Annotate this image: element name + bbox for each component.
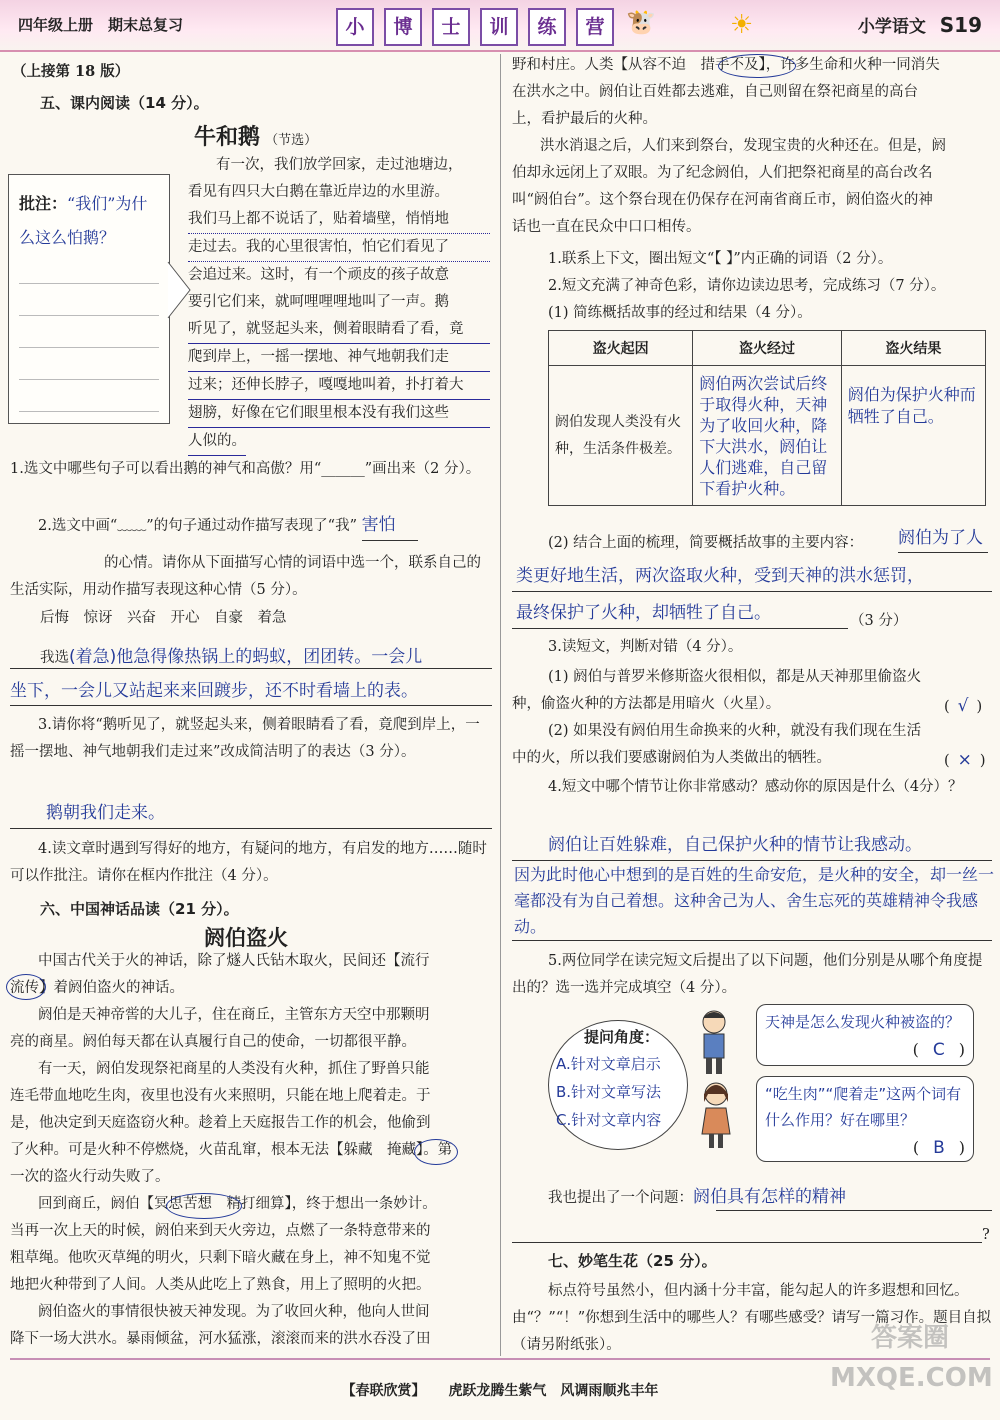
answer-2-text-1[interactable]: 他急得像热锅上的蚂蚁，团团转。一会儿: [116, 647, 423, 667]
table-cell-process[interactable]: 阏伯两次尝试后终于取得火种，天神为了收回火种，降下大洪水，阏伯让人们逃难，自己留下看护火种。: [693, 366, 842, 506]
answer-r2-2-part2[interactable]: 类更好地生活，两次盗取火种，受到天神的洪水惩罚，: [516, 566, 924, 586]
bubble-1-answer[interactable]: C: [932, 1040, 945, 1060]
question-2: 2.选文中画“﹏﹏”的句子通过动作描写表现了“我” 害怕: [10, 510, 492, 541]
student-girl-icon: [696, 1078, 736, 1150]
judge-2-answer[interactable]: ×: [957, 750, 972, 770]
annotation-box[interactable]: [8, 174, 170, 424]
footer-label: 【春联欣赏】: [341, 1383, 426, 1399]
right-question-1: 1.联系上下文，圈出短文“【 】”内正确的词语（2 分）。: [548, 251, 893, 267]
right-question-3: 3.读短文，判断对错（4 分）。: [548, 639, 743, 655]
story1-title: 牛和鹅: [194, 124, 261, 150]
right-question-3-1: (1) 阏伯与普罗米修斯盗火很相似，都是从天神那里偷盗火种，偷盗火种的方法都是用暗火（火星）。: [512, 669, 922, 712]
angle-option: B.针对文章写法: [556, 1083, 662, 1101]
question-4: 4.读文章时遇到写得好的地方，有疑问的地方，有启发的地方……随时可以作批注。请你在框内作批注（4 分）。: [10, 841, 487, 884]
cow-icon: 🐮: [626, 8, 656, 36]
table-cell-result[interactable]: 阏伯为保护火种而牺牲了自己。: [841, 366, 985, 506]
column-divider: [500, 54, 501, 1356]
question-bubble-1: [756, 1004, 974, 1066]
passage-line: 我们马上都不说话了，贴着墙壁，悄悄地: [188, 206, 490, 234]
page-number: S19: [939, 13, 982, 37]
question-3: 3.请你将“鹅听见了，就竖起头来，侧着眼睛看了看，竟爬到岸上，一摇一摆地、神气地朝我们走过来”改成简洁明了的表达（3 分）。: [10, 717, 480, 760]
bubble-2-answer[interactable]: B: [933, 1138, 945, 1158]
my-question-line: 我也提出了一个问题：阏伯具有怎样的精神: [548, 1187, 846, 1207]
right-question-2: 2.短文充满了神奇色彩，请你边读边思考，完成练习（7 分）。: [548, 278, 946, 294]
judge-2: ( × ): [944, 750, 986, 770]
answer-r2-2-part3[interactable]: 最终保护了火种，却牺牲了自己。: [516, 603, 771, 623]
answer-3[interactable]: 鹅朝我们走来。: [46, 803, 165, 823]
circle-mark: [414, 1139, 458, 1165]
passage-line: 要引它们来，就呵哩哩哩地叫了一声。鹅: [188, 294, 449, 310]
angle-title: 提问角度：: [584, 1028, 660, 1046]
table-header: 盗火起因: [549, 331, 693, 366]
passage-line: 听见了，就竖起头来，侧着眼睛看了看，竟: [188, 316, 490, 344]
story1-heading: [194, 120, 317, 151]
section-6-title: 六、中国神话品读（21 分）。: [40, 900, 239, 918]
answer-r4-2[interactable]: 因为此时他心中想到的是百姓的生命安危，是火种的安全，却一丝一毫都没有为自己着想。这种舍己为人、舍生忘死的英雄精神令我感动。: [514, 865, 995, 936]
annotation-text: “我们”为什么这么怕鹅？: [19, 194, 148, 247]
watermark: 答案圈 MXQE.COM: [830, 1323, 993, 1393]
feeling-words: 后悔 惊讶 兴奋 开心 自豪 着急: [40, 610, 287, 626]
right-question-5: 5.两位同学在读完短文后提出了以下问题，他们分别是从哪个角度提出的？选一选并完成填空（4 分）。: [512, 953, 983, 996]
angle-list: [556, 1050, 661, 1134]
my-question-answer[interactable]: 阏伯具有怎样的精神: [693, 1187, 846, 1207]
question-bubble-2: [756, 1076, 974, 1162]
passage-line: 人似的。: [188, 428, 246, 456]
story1-subtitle: （节选）: [265, 133, 318, 148]
passage-2: 中国古代关于火的神话，除了燧人氏钻木取火，民间还【流行 流传】着阏伯盗火的神话。 阏伯是天神帝喾的大儿子，住在商丘，主管东方天空中那颗明 亮的商星。阏伯每天都在认真履行自己的使命，一切都很平静。 有一天，阏伯发现祭祀商星的人类没有火种，抓住了野兽只能 连毛带血地吃生肉，夜里也没有火来照明，只能在地上爬着走。于 是，他决定到天庭盗窃火种。趁着上天庭报告工作的机会，他偷到 了火种。可是火种不停燃烧，火苗乱窜，根本无法【躲藏 掩藏】。第 一次的盗火行动失败了。 回到商丘，阏伯【冥思苦想 精打细算】，终于想出一条妙计。 当再一次上天的时候，阏伯来到天火旁边，点燃了一条特意带来的 粗草绳。他吹灭草绳的明火，只剩下暗火藏在身上，神不知鬼不觉 地把火种带到了人间。人类从此吃上了熟食，用上了照明的火把。 阏伯盗火的事情很快被天神发现。为了收回火种，他向人世间 降下一场大洪水。暴雨倾盆，河水猛涨，滚滚而来的洪水吞没了田: [10, 953, 453, 1347]
subject-page: [858, 12, 982, 37]
brand-char: 士: [432, 8, 470, 46]
answer-2-text-2[interactable]: 坐下，一会儿又站起来来回踱步，还不时看墙上的表。: [10, 681, 418, 701]
angle-option: A.针对文章启示: [556, 1055, 661, 1073]
passage-line: 过来；还伸长脖子，嘎嘎地叫着，扑打着大: [188, 372, 490, 400]
answer-2-choice[interactable]: 着急: [75, 647, 110, 667]
question-2-cont: 的心情。请你从下面描写心情的词语中选一个，联系自己的生活实际，用动作描写表现这种心情（5 分）。: [10, 555, 481, 598]
table-header: 盗火结果: [841, 331, 985, 366]
judge-1: ( √ ): [944, 696, 983, 716]
table-header: 盗火经过: [693, 331, 842, 366]
right-question-3-2: (2) 如果没有阏伯用生命换来的火种，就没有我们现在生活中的火，所以我们要感谢阏伯为人类做出的牺牲。: [512, 723, 922, 766]
passage-line: 走过去。我的心里很害怕，怕它们看见了: [188, 234, 490, 262]
section-5-title: 五、课内阅读（14 分）。: [40, 94, 209, 112]
student-boy-icon: [694, 1006, 734, 1076]
brand-char: 博: [384, 8, 422, 46]
section-7-text: 标点符号虽然小，但内涵十分丰富，能勾起人的许多遐想和回忆。由“？”“！”你想到生活中的哪些人？有哪些感受？请写一篇习作。题目自拟（请另附纸张）。: [512, 1283, 992, 1353]
subject-label: 小学语文: [857, 17, 926, 37]
answer-2-choice-line: 我选(着急)他急得像热锅上的蚂蚁，团团转。一会儿: [40, 647, 423, 667]
brand-char: 练: [528, 8, 566, 46]
passage-line: 有一次，我们放学回家，走过池塘边，: [216, 157, 463, 173]
story2-title: 阏伯盗火: [204, 925, 288, 950]
annotation-label: 批注：: [19, 194, 68, 213]
judge-1-answer[interactable]: √: [957, 696, 969, 716]
circle-mark: [6, 974, 46, 1000]
continued-note: （上接第 18 版）: [12, 63, 130, 80]
bubble-2-blank: ( B ): [912, 1138, 965, 1158]
passage-line: 看见有四只大白鹅在靠近岸边的水里游。: [188, 184, 449, 200]
question-1: 1.选文中哪些句子可以看出鹅的神气和高傲？用“______”画出来（2 分）。: [10, 461, 481, 477]
brand-char: 训: [480, 8, 518, 46]
right-question-4: 4.短文中哪个情节让你非常感动？感动你的原因是什么（4分）？: [548, 779, 963, 795]
right-question-2-1: (1) 简练概括故事的经过和结果（4 分）。: [548, 305, 812, 321]
fire-table: [548, 330, 986, 506]
circle-mark: [718, 54, 796, 78]
passage-line: 翅膀，好像在它们眼里根本没有我们这些: [188, 400, 490, 428]
answer-r4-1[interactable]: 阏伯让百姓躲难，自己保护火种的情节让我感动。: [548, 835, 922, 855]
passage-2-cont: 野和村庄。人类【从容不迫 措手不及】，许多生命和火种一同消失 在洪水之中。阏伯让百姓都去逃难，自己则留在祭祀商星的高台 上，看护最后的火种。 洪水消退之后，人们来到祭台，发现宝贵的火种还在。但是，阏 伯却永远闭上了双眼。为了纪念阏伯，人们把祭祀商星的高台改名 叫“阏伯台”。这个祭台现在仍保存在河南省商丘市，阏伯盗火的神 话也一直在民众中口口相传。: [512, 57, 946, 235]
section-7-title: 七、妙笔生花（25 分）。: [548, 1252, 717, 1270]
right-question-2-2: (2) 结合上面的梳理，简要概括故事的主要内容：: [548, 535, 864, 551]
bubble-1-text: 天神是怎么发现火种被盗的？: [765, 1013, 961, 1031]
angle-option: C.针对文章内容: [556, 1111, 662, 1129]
brand-char: 小: [336, 8, 374, 46]
footer-text: 虎跃龙腾生紫气 风调雨顺兆丰年: [448, 1383, 659, 1399]
passage-1: [188, 152, 490, 456]
passage-line: 会追过来。这时，有一个顽皮的孩子故意: [188, 267, 449, 283]
sun-icon: ☀: [730, 10, 754, 40]
circle-mark: [166, 1193, 242, 1219]
answer-r2-2-part1[interactable]: 阏伯为了人: [898, 528, 983, 548]
bubble-2-text: “吃生肉”“爬着走”这两个词有什么作用？好在哪里？: [765, 1085, 962, 1129]
bubble-1-blank: ( C ): [912, 1040, 965, 1060]
score-3: （3 分）: [850, 613, 908, 629]
brand-char: 营: [576, 8, 614, 46]
table-cell-cause: 阏伯发现人类没有火种，生活条件极差。: [549, 366, 693, 506]
grade-label: 四年级上册 期末总复习: [18, 16, 184, 34]
answer-2-feeling[interactable]: 害怕: [362, 510, 418, 541]
passage-line: 爬到岸上，一摇一摆地、神气地朝我们走: [188, 344, 490, 372]
